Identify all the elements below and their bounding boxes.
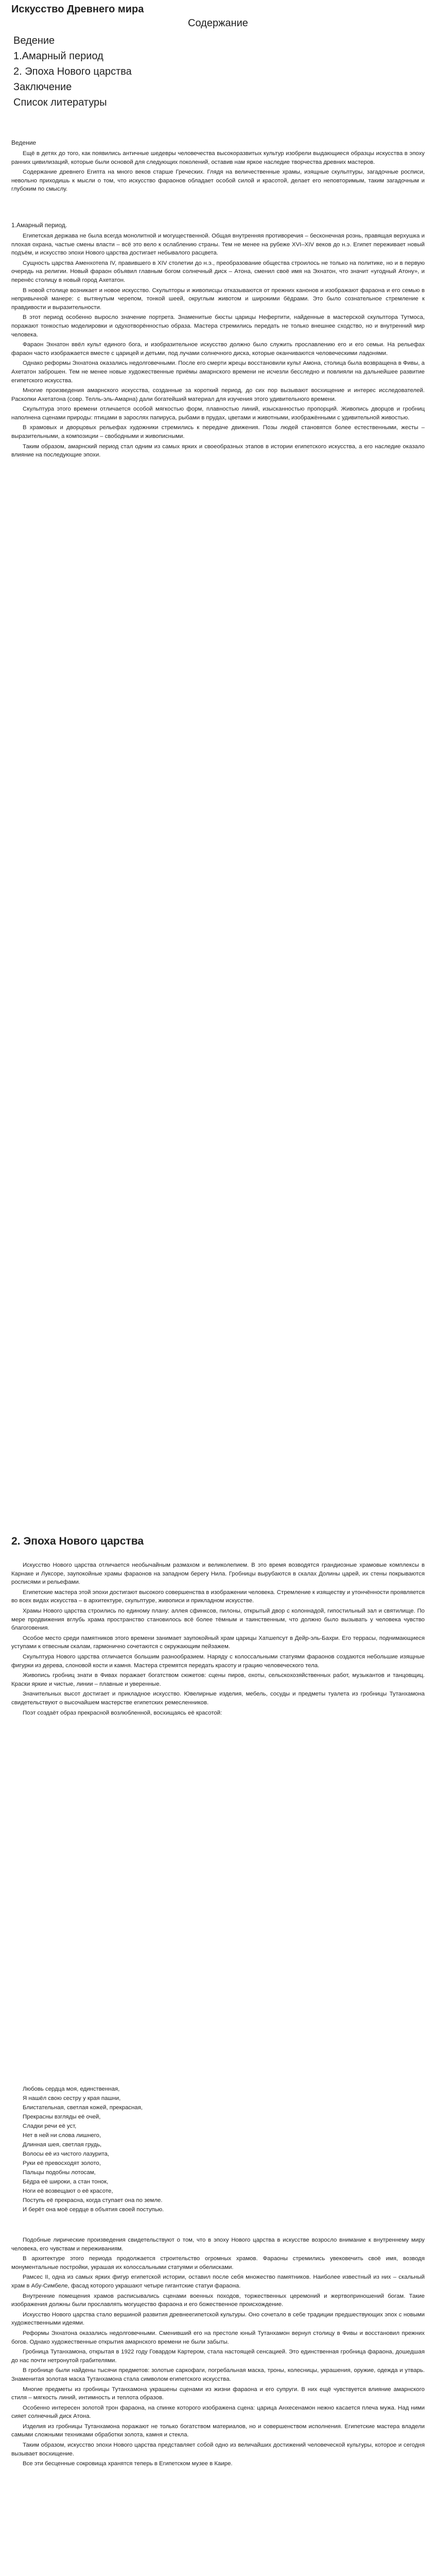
- section2-paragraph: Все эти бесценные сокровища хранятся теперь в Египетском музее в Каире.: [23, 2461, 233, 2467]
- section1-paragraph: Скульптура этого времени отличается особой мягкостью форм, плавностью линий, изысканностью пропорций. Живопись дворцов и гробниц наполнена сценами природы: птицами в зарослях папируса, рыбами в прудах, цветами и животными, изображёнными с удивительной живостью.: [11, 406, 425, 421]
- poem-line: Длинная шея, светлая грудь,: [23, 2142, 102, 2148]
- intro-label: Ведение: [11, 139, 37, 146]
- section2-paragraph: Рамсес II, одна из самых ярких фигур египетской истории, оставил после себя множество памятников. Наиболее известный из них – скальный храм в Абу-Симбеле, фасад которого украшают четыре гигантские статуи фараона.: [11, 2274, 425, 2289]
- toc-item-intro[interactable]: Ведение: [13, 35, 55, 46]
- table-of-contents: [11, 16, 425, 131]
- toc-item-references[interactable]: Список литературы: [13, 97, 107, 108]
- poem-line: Нет в ней ни слова лишнего,: [23, 2132, 101, 2139]
- section2-paragraph: Живопись гробниц знати в Фивах поражает богатством сюжетов: сцены пиров, охоты, сельскохозяйственных работ, музыкантов и танцовщиц. Краски яркие и чистые, линии – плавные и уверенные.: [11, 1672, 425, 1687]
- section1-paragraph: Фараон Эхнатон ввёл культ единого бога, и изобразительное искусство должно было служить прославлению его и его семьи. На рельефах фараон часто изображается вместе с царицей и детьми, под лучами солнечного диска, которые оканчиваются человеческими ладонями.: [11, 342, 425, 357]
- section2-paragraph: Гробница Тутанхамона, открытая в 1922 году Говардом Картером, стала настоящей сенсацией. Это единственная гробница фараона, дошедшая до нас почти нетронутой грабителями.: [11, 2349, 425, 2364]
- section1-paragraph: Сущность царства Аменхотепа IV, правившего в XIV столетии до н.э., преобразование общества строилось не только на политике, но и в первую очередь на религии. Новый фараон объявил главным богом солнечный диск – Атона, сменил своё имя на Эхнатон, что значит «угодный Атону», и перенёс столицу в новый город Ахетатон.: [11, 260, 425, 283]
- poem-line: Я нашёл свою сестру у края пашни,: [23, 2095, 121, 2102]
- section2-paragraph: Египетские мастера этой эпохи достигают высокого совершенства в изображении человека. Стремление к изяществу и утончённости проявляется во всех видах искусства – в архитектуре, скульптуре, живописи и прикладном искусстве.: [11, 1589, 425, 1604]
- intro-paragraph: Содержание древнего Египта на много веков старше Греческих. Глядя на величественные храмы, изящные скульптуры, загадочные росписи, невольно приходишь к мысли о том, что искусство фараонов обладает особой силой и красотой, делает его неповторимым, таким загадочным и глубоким по смыслу.: [11, 169, 425, 193]
- section2-paragraph: Особое место среди памятников этого времени занимает заупокойный храм царицы Хатшепсут в Дейр-эль-Бахри. Его террасы, поднимающиеся уступами к отвесным скалам, гармонично сочетаются с окружающим пейзажем.: [11, 1635, 425, 1650]
- toc-item-conclusion[interactable]: Заключение: [13, 81, 72, 93]
- section2-paragraph: Многие предметы из гробницы Тутанхамона украшены сценами из жизни фараона и его супруги. В них ещё чувствуется влияние амарнского стиля – мягкость линий, интимность и теплота образов.: [11, 2386, 425, 2401]
- poem-line: Ноги её возвещают о её красоте,: [23, 2188, 113, 2194]
- section1-paragraph: В этот период особенно выросло значение портрета. Знаменитые бюсты царицы Нефертити, найденные в мастерской скульптора Тутмоса, поражают тонкостью моделировки и одухотворённостью образа. Мастера стремились передать не только внешнее сходство, но и внутренний мир человека.: [11, 314, 425, 338]
- poem-line: Сладки речи её уст,: [23, 2123, 77, 2129]
- poem-line: Блистательная, светлая кожей, прекрасная,: [23, 2105, 143, 2111]
- intro-section: [11, 139, 425, 195]
- section1-label: 1.Амарный период.: [11, 222, 67, 229]
- poem-intro: Поэт создаёт образ прекрасной возлюбленной, восхищаясь её красотой:: [23, 1709, 222, 1716]
- poem-line: Руки её превосходят золото,: [23, 2160, 101, 2166]
- section2-paragraph: Искусство Нового царства отличается необычайным размахом и великолепием. В это время возводятся грандиозные храмовые комплексы в Карнаке и Луксоре, заупокойные храмы фараонов на западном берегу Нила. Гробницы вырубаются в скалах Долины царей, их стены покрываются росписями и рельефами.: [11, 1562, 425, 1586]
- poem: [11, 2081, 425, 2217]
- section2-paragraph: Внутренние помещения храмов расписывались сценами военных походов, торжественных церемоний и жертвоприношений богам. Такие изображения должны были прославлять могущество фараона и его божественное происхождение.: [11, 2293, 425, 2308]
- section1: [11, 222, 425, 461]
- section1-paragraph: В храмовых и дворцовых рельефах художники стремились к передаче движения. Позы людей становятся более естественными, жесты – выразительными, а композиции – свободными и живописными.: [11, 425, 425, 440]
- poem-line: Волосы её из чистого лазурита,: [23, 2151, 110, 2157]
- section2-paragraph: В архитектуре этого периода продолжается строительство огромных храмов. Фараоны стремились увековечить своё имя, возводя монументальные постройки, украшая их колоссальными статуями и обелисками.: [11, 2256, 425, 2270]
- section1-paragraph: Однако реформы Эхнатона оказались недолговечными. После его смерти жрецы восстановили культ Амона, столица была возвращена в Фивы, а Ахетатон заброшен. Тем не менее новые художественные приёмы амарнского времени не исчезли бесследно и повлияли на дальнейшее развитие египетского искусства.: [11, 360, 425, 384]
- section2: [11, 1535, 425, 1548]
- section1-paragraph: В новой столице возникает и новое искусство. Скульпторы и живописцы отказываются от прежних канонов и изображают фараона и его семью в непривычной манере: с вытянутым черепом, тонкой шеей, округлым животом и широкими бёдрами. Это было сознательное стремление к правдивости и выразительности.: [11, 287, 425, 311]
- poem-line: Пальцы подобны лотосам,: [23, 2170, 96, 2176]
- section2-paragraph: Таким образом, искусство эпохи Нового царства представляет собой одно из величайших достижений человеческой культуры, которое и сегодня вызывает восхищение.: [11, 2442, 425, 2457]
- section1-paragraph: Таким образом, амарнский период стал одним из самых ярких и своеобразных этапов в истории египетского искусства, а его наследие оказало влияние на последующие эпохи.: [11, 443, 425, 459]
- section2-paragraph: Скульптура Нового царства отличается большим разнообразием. Наряду с колоссальными статуями фараонов создаются небольшие изящные фигурки из дерева, слоновой кости и камня. Мастера стремятся передать красоту и грацию человеческого тела.: [11, 1653, 425, 1669]
- section1-paragraph: Египетская держава не была всегда монолитной и могущественной. Общая внутренняя противоречия – бесконечная рознь, правящая верхушка и плохая охрана, частые смены власти – всё это вело к ослаблению страны. Тем не менее на рубеже XVI–XIV веков до н.э. Египет переживает новый подъём, и искусство эпохи Нового царства достигает небывалого расцвета.: [11, 233, 425, 257]
- section2-body-continued: [11, 2236, 425, 2470]
- poem-line: Бёдра её широки, а стан тонок,: [23, 2179, 109, 2185]
- section2-paragraph: Реформы Эхнатона оказались недолговечными. Сменивший его на престоле юный Тутанхамон вернул столицу в Фивы и восстановил прежних богов. Однако художественные открытия амарнского времени не были забыты.: [11, 2330, 425, 2345]
- toc-item-section1[interactable]: 1.Амарный период: [13, 50, 103, 62]
- section2-paragraph: Искусство Нового царства стало вершиной развития древнеегипетской культуры. Оно сочетало в себе традиции предшествующих эпох с новыми художественными идеями.: [11, 2311, 425, 2327]
- section2-paragraph: Значительных высот достигает и прикладное искусство. Ювелирные изделия, мебель, сосуды и предметы туалета из гробницы Тутанхамона свидетельствуют о высочайшем мастерстве египетских ремесленников.: [11, 1691, 425, 1706]
- toc-list: [13, 33, 132, 110]
- document-title: Искусство Древнего мира: [11, 4, 144, 15]
- poem-line: Поступь её прекрасна, когда ступает она по земле.: [23, 2197, 163, 2204]
- section1-paragraph: Многие произведения амарнского искусства, созданные за короткий период, до сих пор вызывают восхищение и интерес исследователей. Раскопки Ахетатона (совр. Телль-эль-Амарна) дали богатейший материал для изучения этого удивительного времени.: [11, 387, 425, 402]
- intro-paragraph: Ещё в детях до того, как появились античные шедевры человечества высокоразвитых культур изобрели выдающиеся образцы искусства в эпоху ранних цивилизаций, которые были основой для следующих поколений, оставив нам яркое наследие творчества древних мастеров.: [11, 150, 425, 165]
- poem-line: Любовь сердца моя, единственная,: [23, 2086, 120, 2092]
- section2-body: [11, 1561, 425, 1719]
- section2-paragraph: Подобные лирические произведения свидетельствуют о том, что в эпоху Нового царства в искусстве возросло внимание к внутреннему миру человека, его чувствам и переживаниям.: [11, 2237, 425, 2252]
- section2-paragraph: Храмы Нового царства строились по единому плану: аллея сфинксов, пилоны, открытый двор с колоннадой, гипостильный зал и святилище. По мере продвижения вглубь храма пространство становилось всё более тёмным и таинственным, что должно было вызывать у человека чувство благоговения.: [11, 1607, 425, 1632]
- poem-line: И берёт она моё сердце в объятия своей поступью.: [23, 2207, 164, 2213]
- toc-item-section2[interactable]: 2. Эпоха Нового царства: [13, 66, 132, 77]
- section2-paragraph: Особенно интересен золотой трон фараона, на спинке которого изображена сцена: царица Анхесенамон нежно касается плеча мужа. Над ними сияет солнечный диск Атона.: [11, 2404, 425, 2420]
- toc-heading: Содержание: [188, 18, 248, 29]
- section2-paragraph: Изделия из гробницы Тутанхамона поражают не только богатством материалов, но и совершенством исполнения. Египетские мастера владели самыми сложными техниками обработки золота, камня и стекла.: [11, 2423, 425, 2438]
- section2-paragraph: В гробнице были найдены тысячи предметов: золотые саркофаги, погребальная маска, троны, колесницы, украшения, оружие, одежда и утварь. Знаменитая золотая маска Тутанхамона стала символом египетского искусства.: [11, 2367, 425, 2382]
- section2-title: 2. Эпоха Нового царства: [11, 1535, 144, 1547]
- poem-line: Прекрасны взгляды её очей,: [23, 2114, 101, 2120]
